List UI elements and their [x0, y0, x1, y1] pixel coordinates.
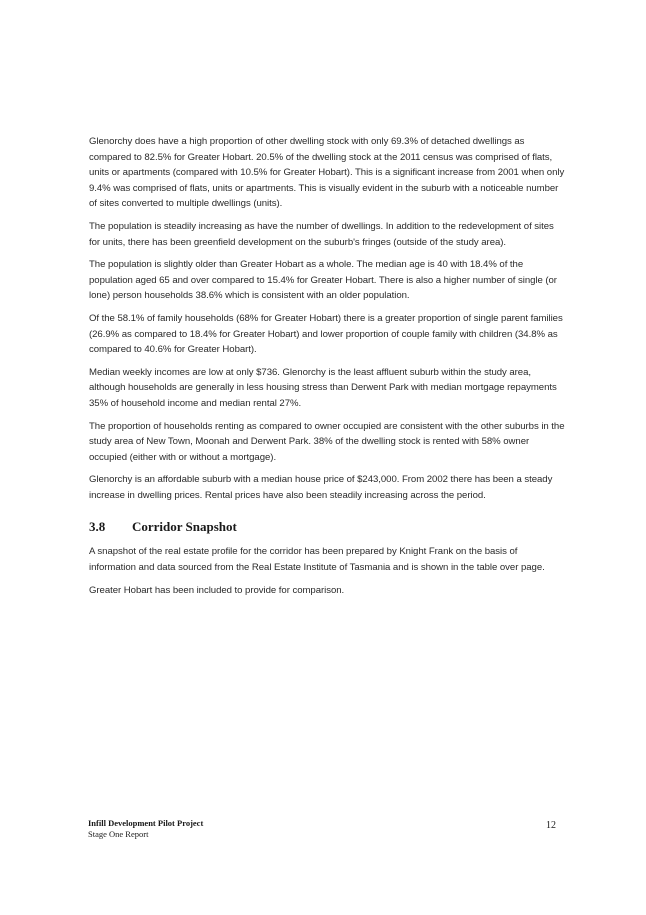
page-number: 12: [546, 820, 556, 831]
section-title: Corridor Snapshot: [132, 519, 237, 535]
section-number: 3.8: [89, 519, 106, 535]
paragraph: Glenorchy is an affordable suburb with a median house price of $243,000. From 2002 there has been a steady increase in dwelling prices. Rental prices have also been steadily increasing across the period.: [89, 474, 553, 501]
paragraph: Greater Hobart has been included to provide for comparison.: [89, 584, 345, 596]
paragraph: The population is slightly older than Greater Hobart as a whole. The median age is 40 with 18.4% of the population aged 65 and over compared to 15.4% for Greater Hobart. There is also a higher number of single (or lone) person households 38.6% which is consistent with an older population.: [89, 259, 557, 302]
paragraph: Glenorchy does have a high proportion of other dwelling stock with only 69.3% of detached dwellings as compared to 82.5% for Greater Hobart. 20.5% of the dwelling stock at the 2011 census was comprised of flats, units or apartments (compared with 10.5% for Greater Hobart). This is a significant increase from 2001 when only 9.4% was comprised of flats, units or apartments. This is visually evident in the suburb with a noticeable number of sites converted to multiple dwellings (units).: [89, 136, 565, 210]
footer-subtitle: Stage One Report: [88, 829, 149, 839]
footer-title: Infill Development Pilot Project: [88, 818, 204, 828]
footer: [88, 818, 203, 840]
paragraph: Of the 58.1% of family households (68% for Greater Hobart) there is a greater proportion of single parent families (26.9% as compared to 18.4% for Greater Hobart) and lower proportion of couple family with children (34.8% as compared to 40.6% for Greater Hobart).: [89, 312, 563, 356]
paragraph: The population is steadily increasing as have the number of dwellings. In addition to the redevelopment of sites for units, there has been greenfield development on the suburb's fringes (outside of the study area).: [89, 220, 554, 248]
paragraph: A snapshot of the real estate profile for the corridor has been prepared by Knight Frank on the basis of information and data sourced from the Real Estate Institute of Tasmania and is shown in the table over page.: [89, 546, 545, 574]
paragraph: The proportion of households renting as compared to owner occupied are consistent with the other suburbs in the study area of New Town, Moonah and Derwent Park. 38% of the dwelling stock is rented with 58% owner occupied (either with or without a mortgage).: [89, 420, 565, 463]
body-text: [89, 134, 565, 605]
paragraph: Median weekly incomes are low at only $736. Glenorchy is the least affluent suburb within the study area, although households are generally in less housing stress than Derwent Park with median mortgage repayments 35% of household income and median rental 27%.: [89, 366, 557, 409]
section-heading: [89, 519, 565, 535]
